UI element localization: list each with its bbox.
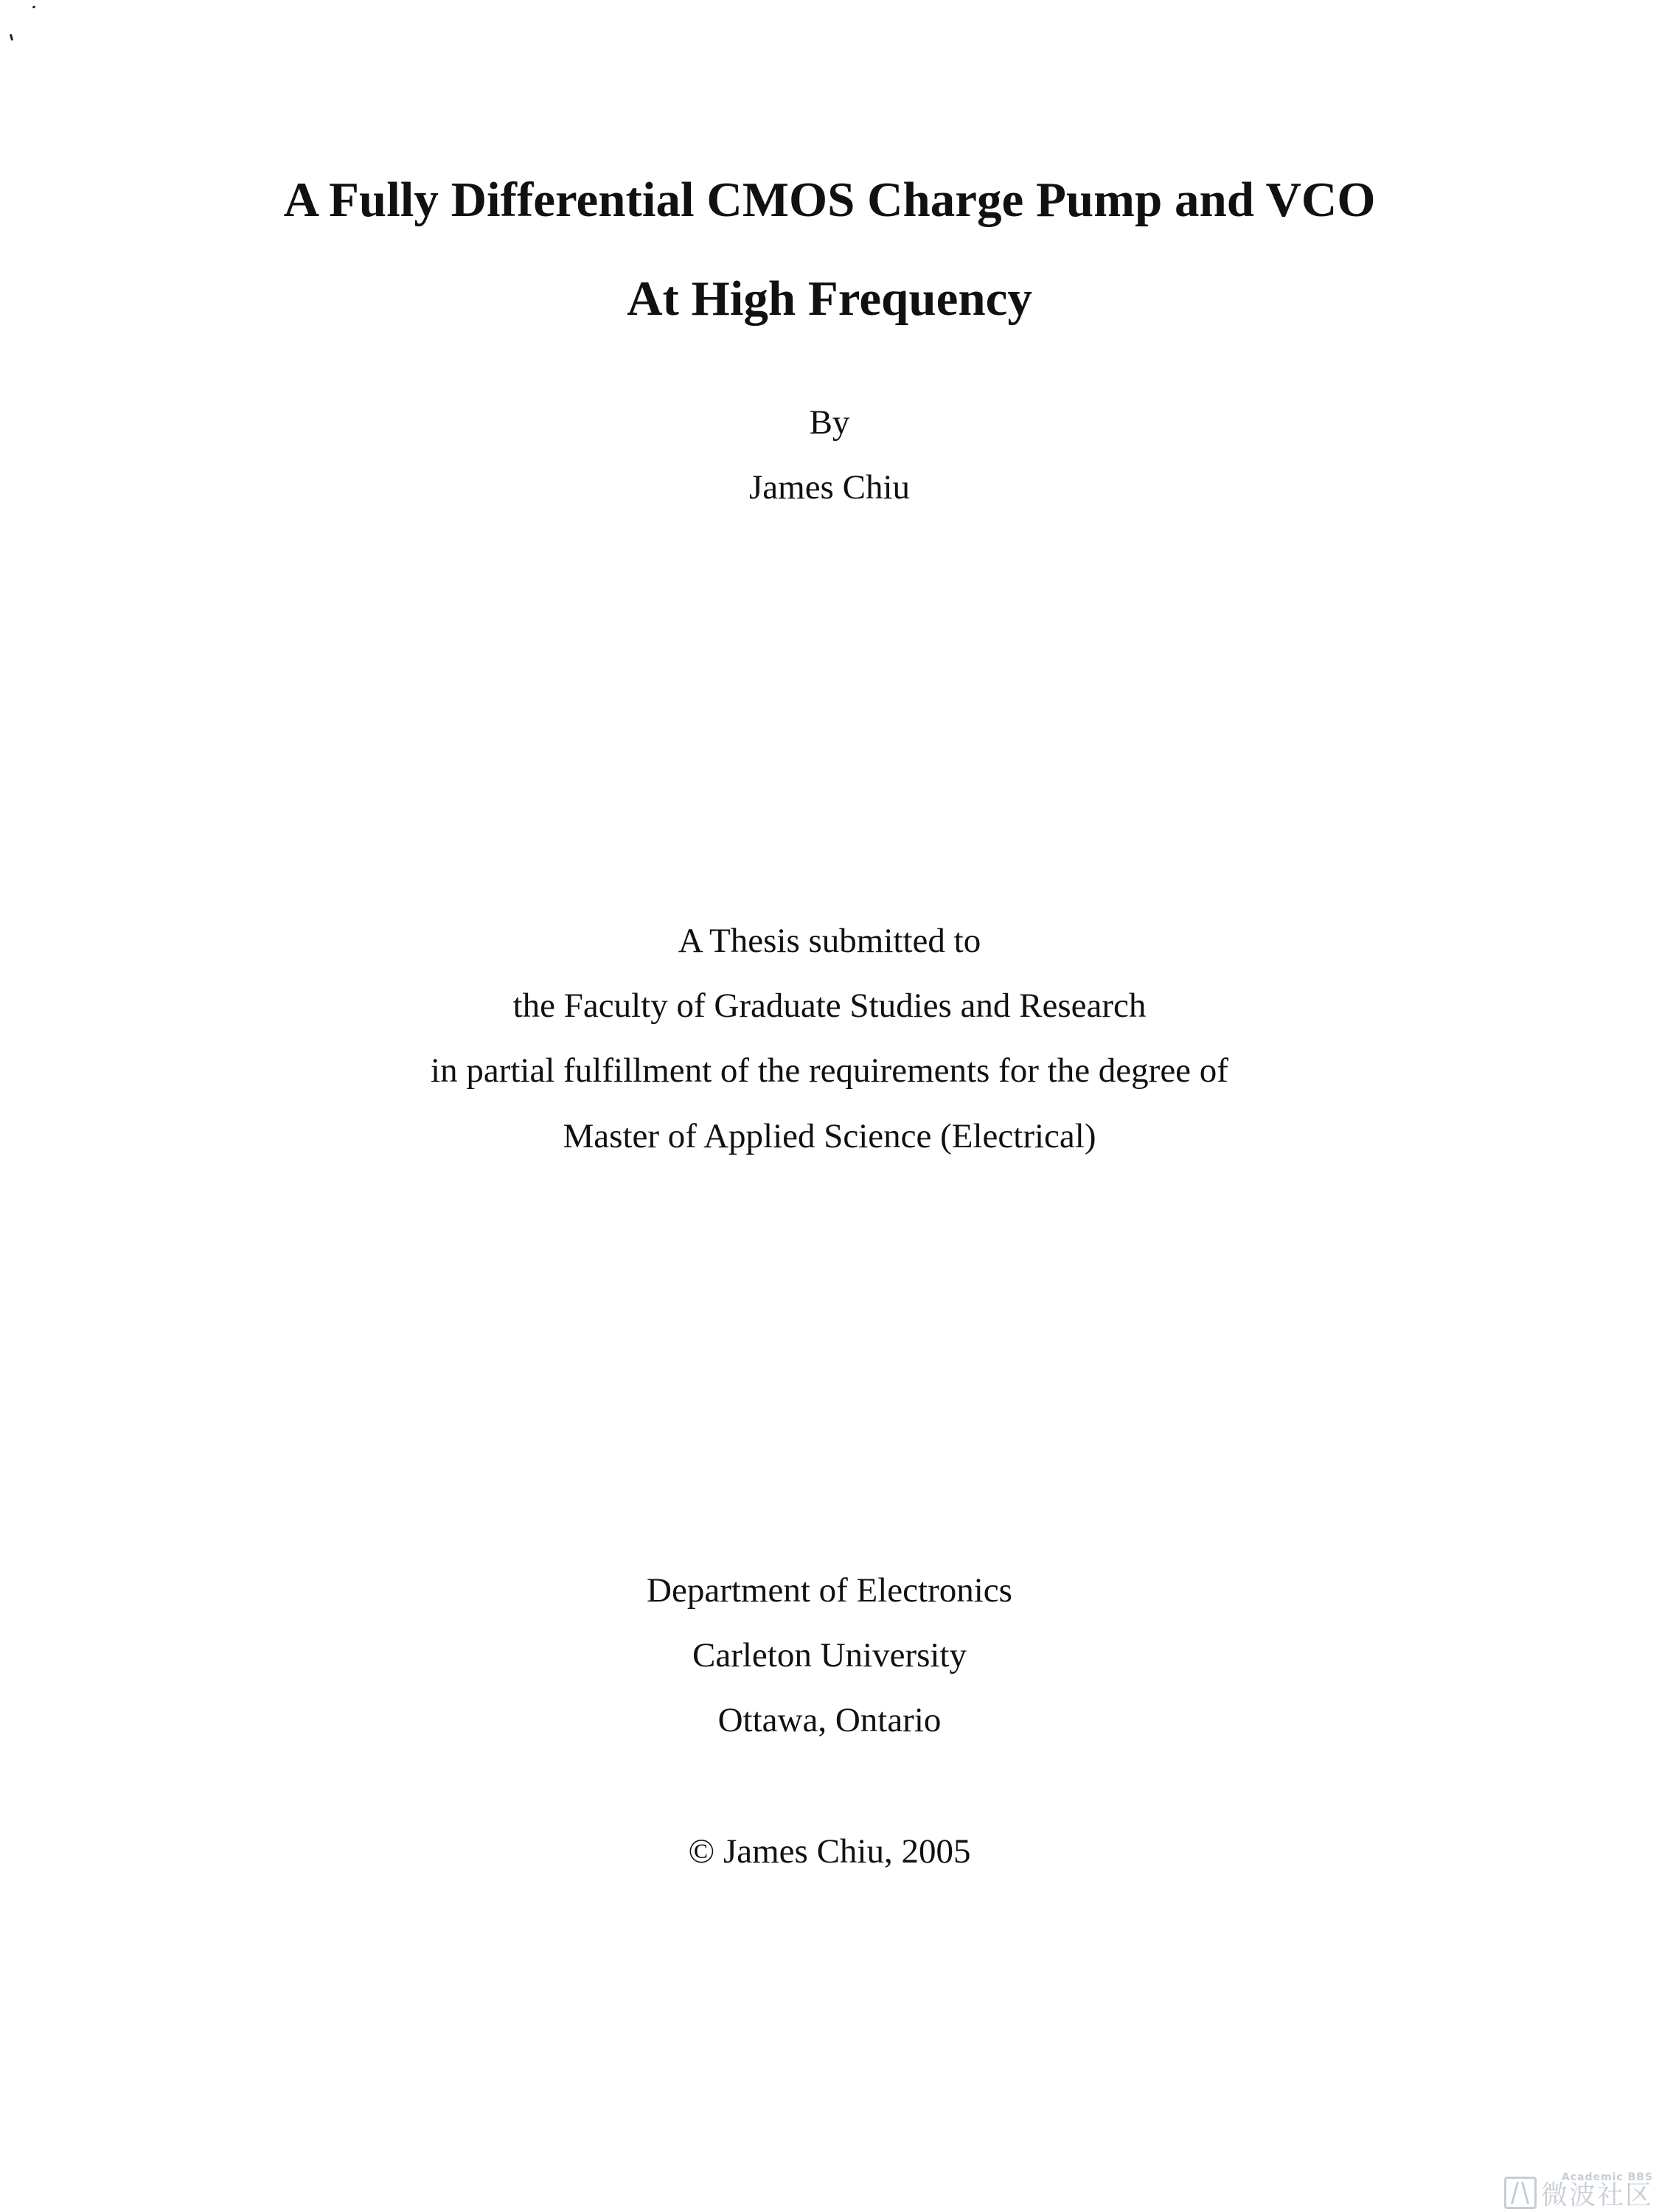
author-name: James Chiu <box>748 468 911 507</box>
submission-line: A Thesis submitted to <box>678 922 981 960</box>
watermark-text <box>1541 2172 1653 2209</box>
watermark-logo-icon <box>1504 2177 1537 2209</box>
submission-line: in partial fulfillment of the requirements for the degree of <box>431 1051 1228 1090</box>
scan-speck <box>32 5 36 9</box>
scan-speck <box>10 34 13 41</box>
title-line-2: At High Frequency <box>627 271 1032 326</box>
title-line-1: A Fully Differential CMOS Charge Pump and VCO <box>283 173 1376 227</box>
watermark-top-text: Academic BBS <box>1561 2171 1653 2183</box>
watermark-bottom-text: 微波社区 <box>1540 2180 1653 2211</box>
submission-line: the Faculty of Graduate Studies and Research <box>512 987 1147 1025</box>
watermark <box>1504 2172 1653 2209</box>
university: Carleton University <box>692 1636 967 1674</box>
by-label: By <box>809 403 850 442</box>
department: Department of Electronics <box>647 1571 1012 1610</box>
location: Ottawa, Ontario <box>717 1701 942 1739</box>
copyright-notice: © James Chiu, 2005 <box>688 1832 971 1871</box>
degree-line: Master of Applied Science (Electrical) <box>563 1117 1096 1155</box>
